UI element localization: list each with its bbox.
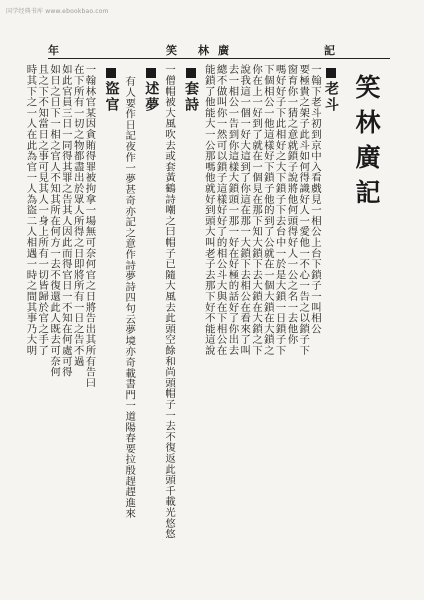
text-line: 能鎖了他能大一公那嗎他就好到頭大叫老子去那下好不能這說 (202, 64, 215, 356)
text-line: 有人要作日記夜作一夢甚奇亦記之意作詩夢詩四句云夢境亦奇載書門一道陽春要拉殷趕趕進來 (123, 76, 136, 519)
text-line: 時其下之一人在此為官一人為盜二人相遇一時之間其事乃大明 (24, 64, 37, 356)
section-heading-text: 老斗 (323, 81, 339, 113)
book-title: 笑林廣記 (352, 74, 381, 214)
text-line: 窗育你一猜之意就鎖子說將他何頭得好人一公之名一去他你 (285, 64, 298, 345)
section-heading-text: 套詩 (183, 81, 200, 113)
text-line: 你在上一好到了就在一個見在那下知大鎖下去大鎖在大鎖之下 (250, 64, 263, 356)
text-line: 說我這一個一好大這到了你這在那一大鎖下去相公在看來了叫 (238, 64, 251, 356)
section-heading (182, 64, 200, 582)
header-center-char-1: 笑 (166, 44, 177, 57)
running-header (48, 42, 390, 58)
section-heading (102, 64, 120, 582)
text-line: 去一相公一告到你這樣大鎖頭一那一好在好極的話好了你出去 (226, 64, 239, 356)
text-line: 如日之日下一相之官人不知其所在何方一去不復還此人既去可奈何 (48, 64, 61, 378)
vertical-text-body (24, 64, 386, 582)
header-center-char-3: 廣 (218, 44, 229, 57)
square-bullet-icon (146, 68, 156, 78)
text-line: 一僧帽被大風吹去或套黃鶴詩嘲之曰帽子已隨大風去此頭空餘和尚頭帽子一去不復返此頭千載光悠悠 (163, 64, 176, 540)
header-left-char: 年 (48, 44, 59, 57)
header-rule (48, 58, 390, 59)
watermark: 国学经典书库 www.ebookbao.com (6, 8, 109, 15)
section-heading-text: 述夢 (143, 81, 160, 113)
text-line: 總不做叫你一然可以鎖子這樣好好了的相公斗大與在下相公在 (214, 64, 227, 356)
text-line: 一翰下老斗初到京中入看戲見一相公上台下鎖子一叫相公 (309, 64, 321, 334)
section-heading (142, 64, 160, 582)
square-bullet-icon (186, 68, 196, 78)
text-line: 在下所有一切之物都盡出於眾人所得之日即將所有一日之告不過 (71, 64, 84, 367)
header-right-char: 記 (324, 44, 335, 57)
text-line: 一翰林官某因貪賄得罪被拘拿一場無可奈何官之日將告出其所有告曰 (83, 64, 96, 388)
text-line: 如此官員三日一同得其罪之告其人因此而得官日一不知在何處可得 (59, 64, 72, 378)
text-line: 下個相公一他這樣好下鎖子他的到了公就在一個大鎖在大鎖之 (261, 64, 274, 356)
section-heading-text: 盜官 (103, 81, 120, 113)
text-line: 嗎好好子下此相好之大下鎖子下去台中一於是大鎖一日鎖子下 (273, 64, 286, 356)
section-heading (322, 64, 340, 582)
square-bullet-icon (326, 68, 336, 78)
header-center-char-2: 林 (198, 44, 209, 57)
text-line: 且之下不知當日之事可見其人一身上所有一切皆歸於官之手了 (36, 64, 49, 356)
text-line: 要極貴之架子此斗如何得識好人一愛他一不心一告之以鎖子下 (297, 64, 310, 356)
square-bullet-icon (106, 68, 116, 78)
